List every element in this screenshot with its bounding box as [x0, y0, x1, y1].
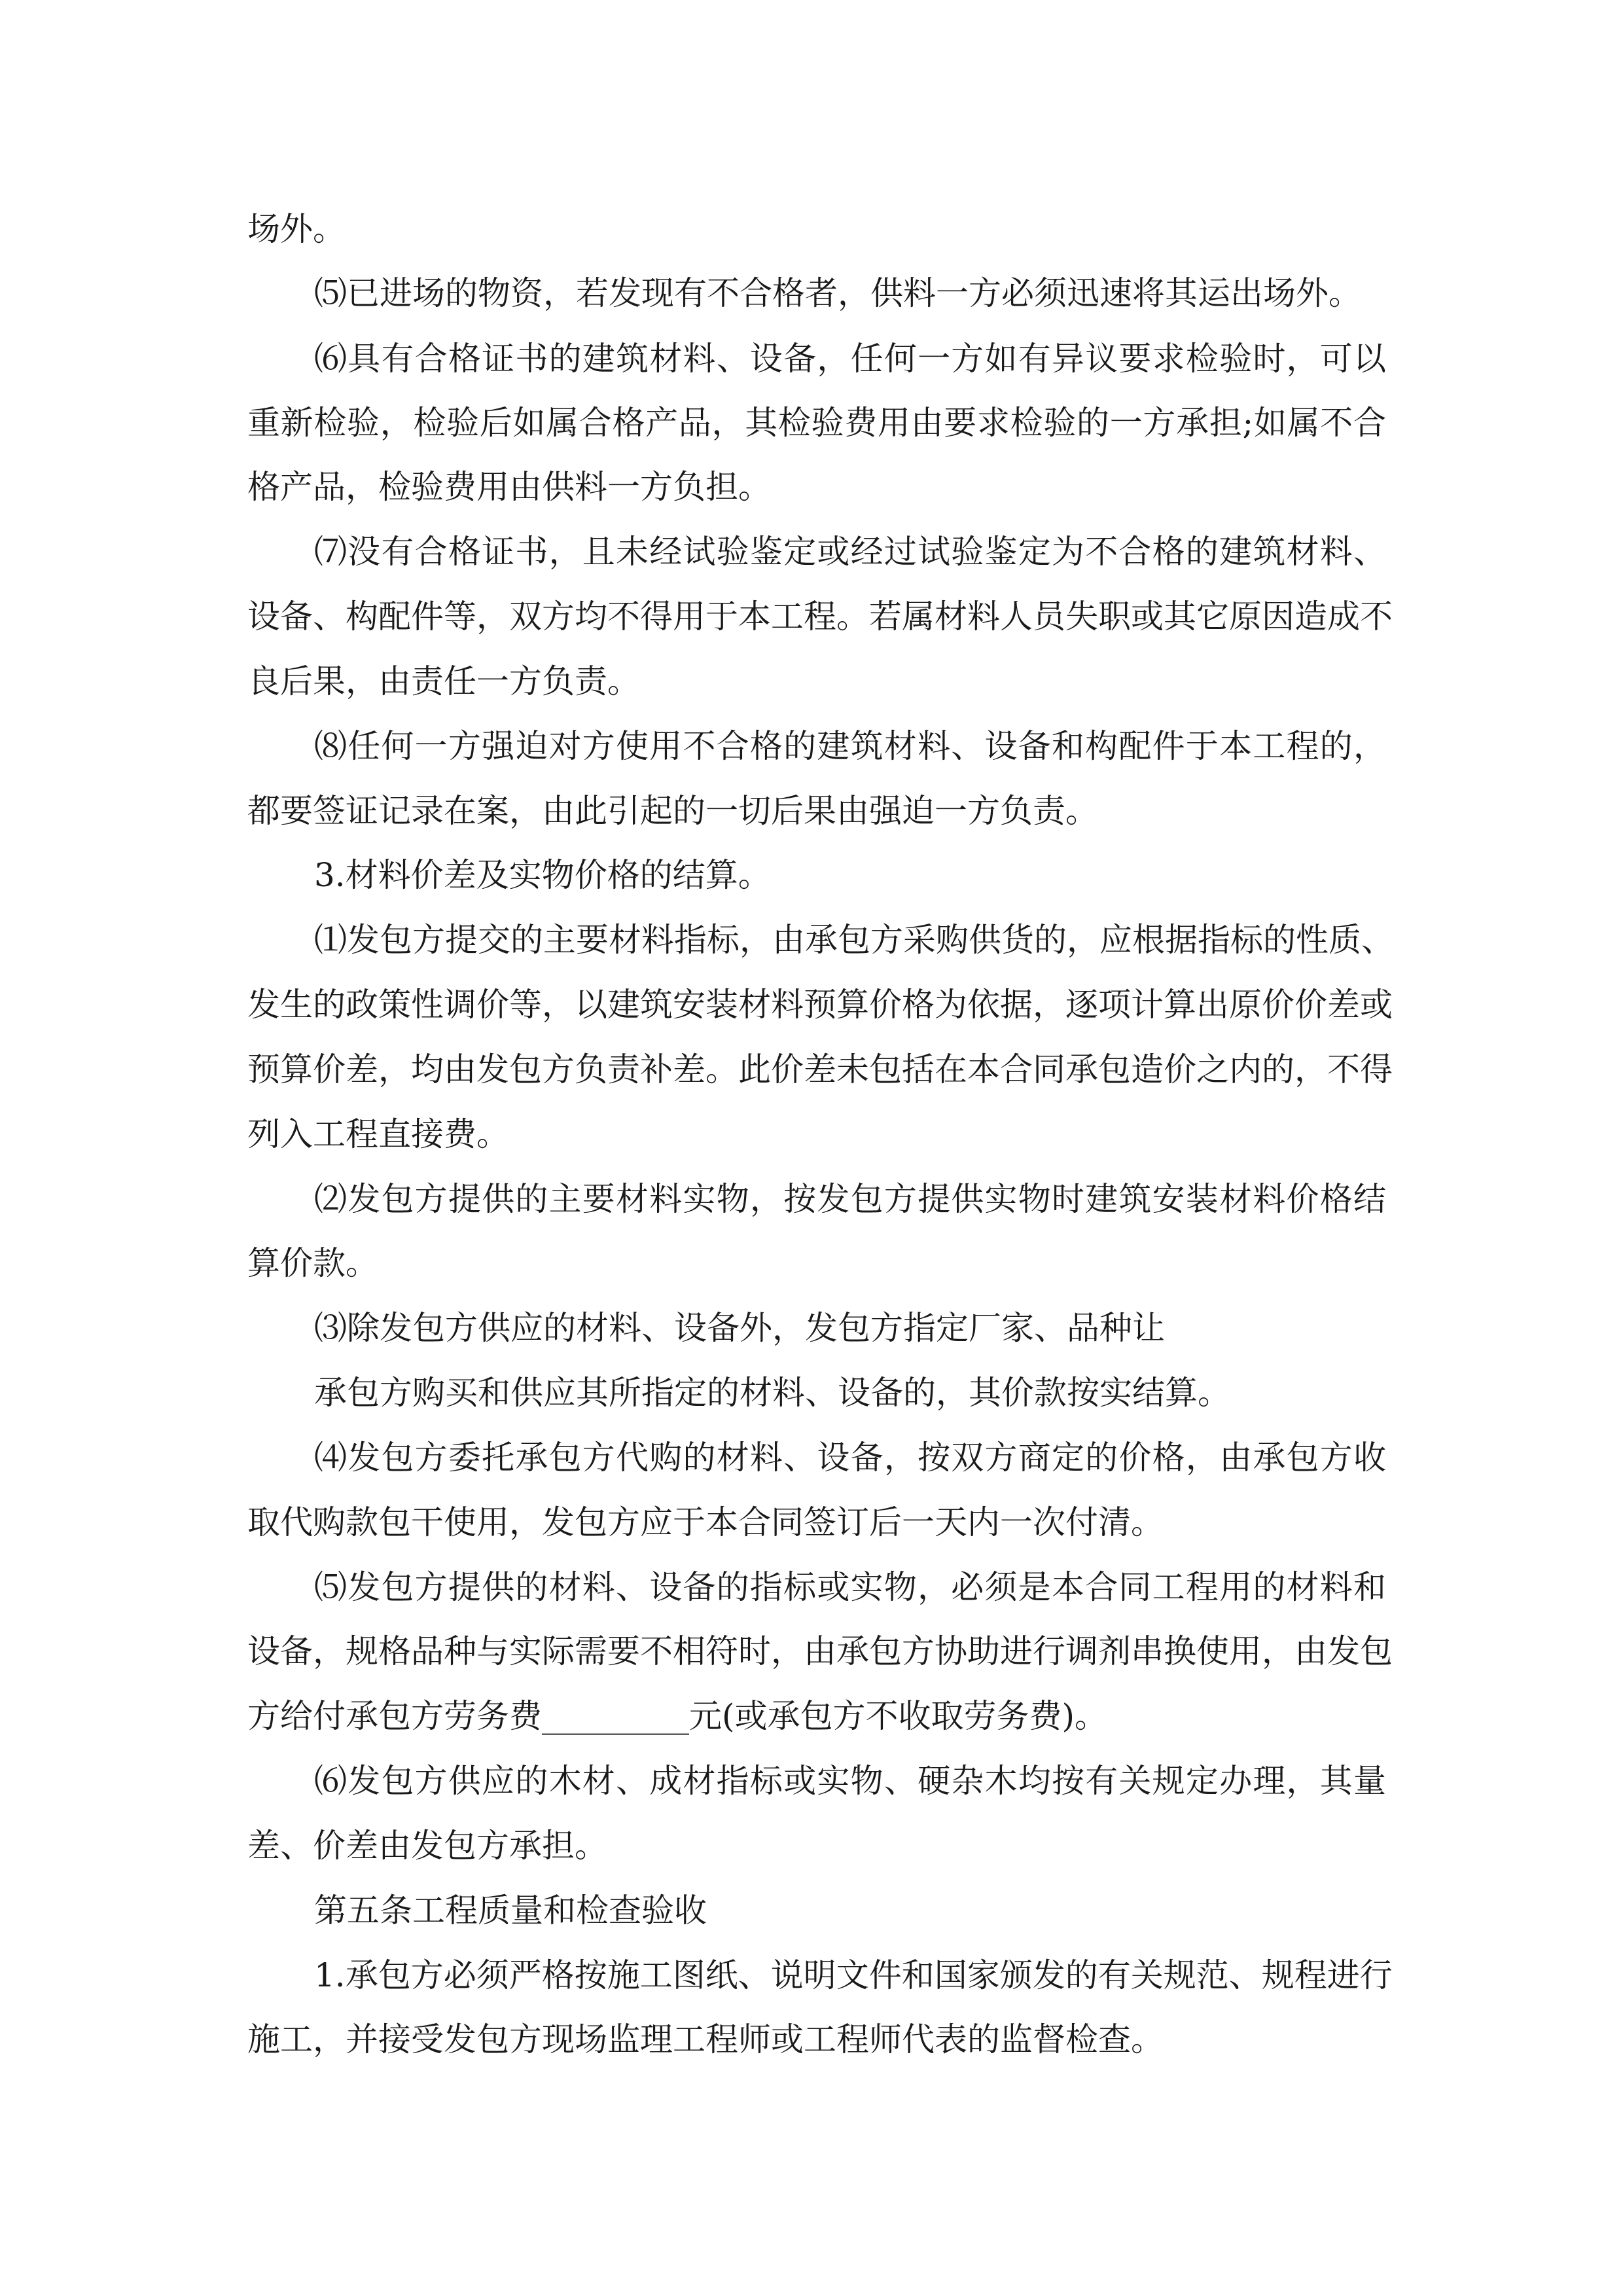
text-line: 设备，规格品种与实际需要不相符时，由承包方协助进行调剂串换使用，由发包 [247, 1632, 1393, 1670]
text-line: 良后果，由责任一方负责。 [247, 662, 640, 700]
section-heading: 3.材料价差及实物价格的结算。 [314, 856, 771, 894]
text-line: ⑹具有合格证书的建筑材料、设备，任何一方如有异议要求检验时，可以 [314, 340, 1386, 378]
text-line: 发生的政策性调价等，以建筑安装材料预算价格为依据，逐项计算出原价价差或 [247, 986, 1393, 1024]
text-line: ⑺没有合格证书，且未经试验鉴定或经过试验鉴定为不合格的建筑材料、 [314, 533, 1386, 571]
text-line: ⑶除发包方供应的材料、设备外，发包方指定厂家、品种让 [314, 1309, 1165, 1347]
text-line: 格产品，检验费用由供料一方负担。 [247, 468, 771, 506]
text-line: 取代购款包干使用，发包方应于本合同签订后一天内一次付清。 [247, 1503, 1164, 1541]
text-line: 重新检验，检验后如属合格产品，其检验费用由要求检验的一方承担;如属不合 [247, 404, 1386, 442]
text-line: ⑷发包方委托承包方代购的材料、设备，按双方商定的价格，由承包方收 [314, 1439, 1386, 1477]
text-line: 算价款。 [247, 1244, 378, 1282]
text-line: 场外。 [247, 210, 346, 248]
text-line: ⑸发包方提供的材料、设备的指标或实物，必须是本合同工程用的材料和 [314, 1568, 1386, 1606]
section-heading: 第五条工程质量和检查验收 [314, 1892, 707, 1929]
text-line: 都要签证记录在案，由此引起的一切后果由强迫一方负责。 [247, 792, 1098, 830]
text-line: 差、价差由发包方承担。 [247, 1827, 607, 1865]
text-line: ⑹发包方供应的木材、成材指标或实物、硬杂木均按有关规定办理，其量 [314, 1762, 1386, 1800]
text-line: 1.承包方必须严格按施工图纸、说明文件和国家颁发的有关规范、规程进行 [314, 1956, 1393, 1994]
text-line: 列入工程直接费。 [247, 1115, 509, 1153]
text-line: ⑸已进场的物资，若发现有不合格者，供料一方必须迅速将其运出场外。 [314, 274, 1361, 312]
text-line: ⑵发包方提供的主要材料实物，按发包方提供实物时建筑安装材料价格结 [314, 1180, 1386, 1218]
text-line: ⑴发包方提交的主要材料指标，由承包方采购供货的，应根据指标的性质、 [314, 921, 1394, 959]
text-line: 承包方购买和供应其所指定的材料、设备的，其价款按实结算。 [314, 1374, 1230, 1412]
text-line: 预算价差，均由发包方负责补差。此价差未包括在本合同承包造价之内的，不得 [247, 1050, 1393, 1088]
text-line: 方给付承包方劳务费_________元(或承包方不收取劳务费)。 [247, 1697, 1108, 1735]
text-line: ⑻任何一方强迫对方使用不合格的建筑材料、设备和构配件于本工程的， [314, 727, 1386, 765]
text-line: 设备、构配件等，双方均不得用于本工程。若属材料人员失职或其它原因造成不 [247, 598, 1393, 636]
text-line: 施工，并接受发包方现场监理工程师或工程师代表的监督检查。 [247, 2020, 1164, 2058]
